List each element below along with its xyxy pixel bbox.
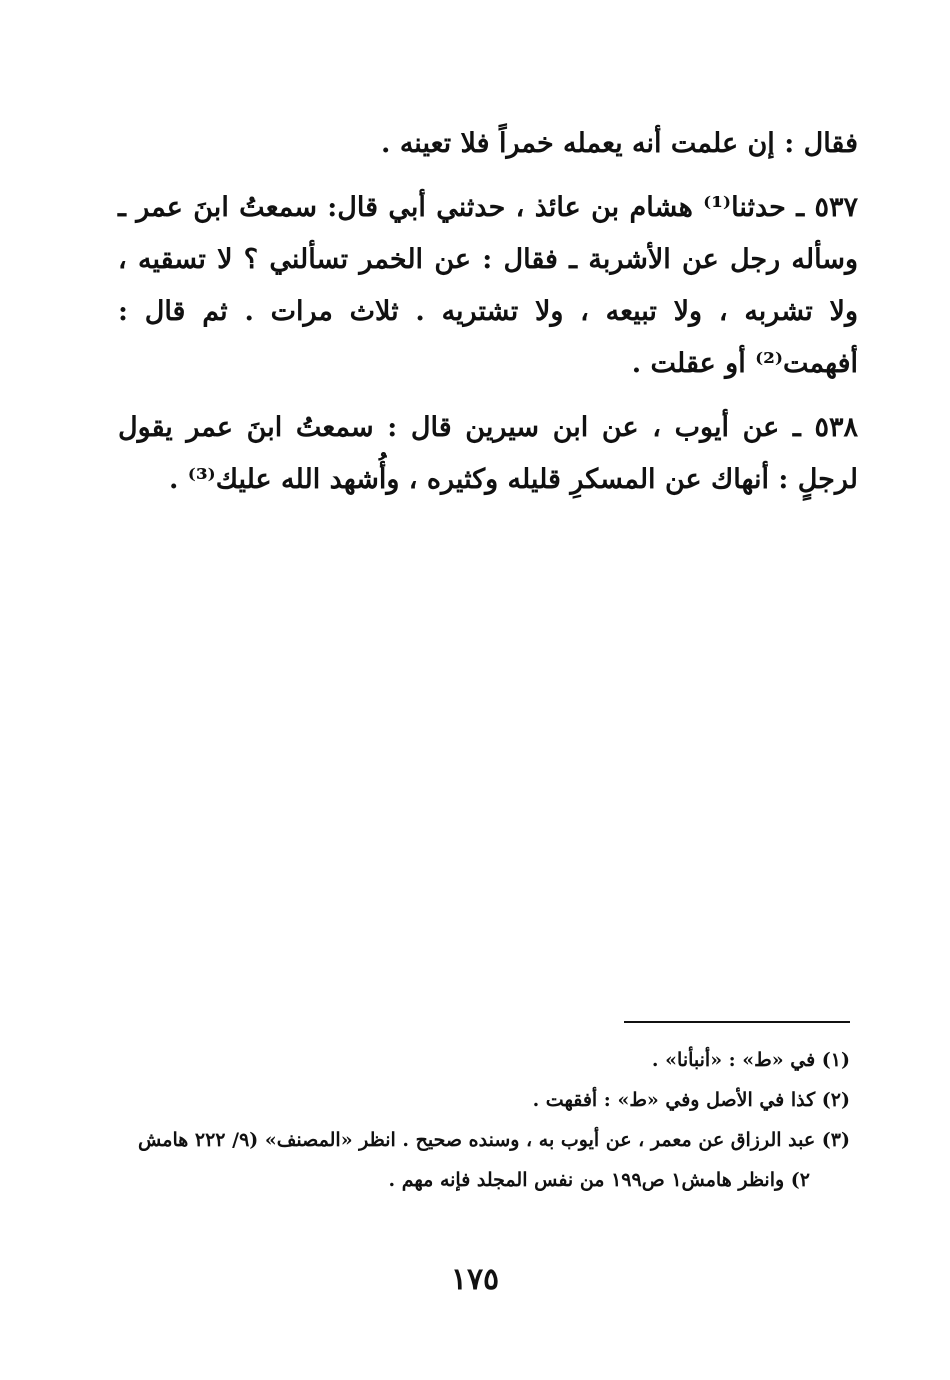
page-number: ١٧٥ [450,1262,500,1297]
paragraph-continuation: فقال : إن علمت أنه يعمله خمراً فلا تعينه . [381,128,858,159]
main-text [118,118,858,518]
hadith-538: ٥٣٨ ـ عن أيوب ، عن ابن سيرين قال : سمعتُ ابنَ عمر يقول لرجلٍ : أنهاك عن المسكرِ قليله وكثيره ، وأُشهد الله عليك⁽³⁾ . [118,412,858,495]
footnote-separator [624,1021,850,1023]
footnote-1: (١) في «ط» : «أنبأنا» . [651,1049,850,1071]
footnote-3: (٣) عبد الرزاق عن معمر ، عن أيوب به ، وسنده صحيح . انظر «المصنف» (٩/ ٢٢٢ هامش [138,1129,850,1151]
footnote-3-continued: ٢) وانظر هامش١ ص١٩٩ من نفس المجلد فإنه مهم . [388,1169,810,1191]
footnote-2: (٢) كذا في الأصل وفي «ط» : أفقهت . [532,1089,850,1111]
hadith-537: ٥٣٧ ـ حدثنا⁽¹⁾ هشام بن عائذ ، حدثني أبي قال: سمعتُ ابنَ عمر ـ وسأله رجل عن الأشربة ـ فقال : عن الخمر تسألني ؟ لا تسقيه ، ولا تشربه ، ولا تبيعه ، ولا تشتريه . ثلاث مرات . ثم قال : أفهمت⁽²⁾ أو عقلت . [118,192,858,379]
footnotes [110,1040,850,1200]
